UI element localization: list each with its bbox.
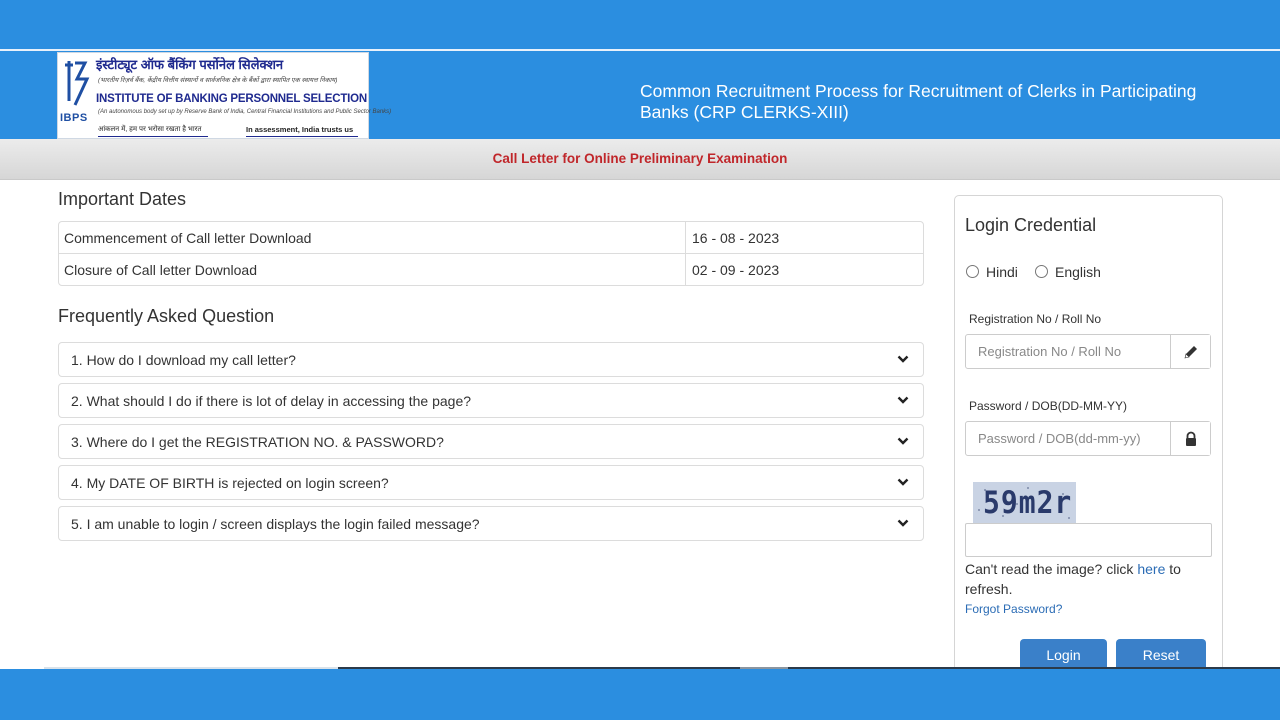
language-radio-hindi[interactable] (966, 265, 979, 278)
bottom-divider-highlight (44, 667, 338, 669)
date-label: Commencement of Call letter Download (64, 230, 312, 246)
refresh-prefix: Can't read the image? click (965, 561, 1138, 577)
captcha-text: 59m2r (983, 484, 1073, 521)
login-button[interactable]: Login (1020, 639, 1107, 671)
password-input[interactable] (966, 422, 1171, 455)
table-row (59, 253, 923, 285)
captcha-refresh-text (965, 559, 1205, 599)
registration-input-group (965, 334, 1211, 369)
ibps-logo (57, 52, 392, 139)
chevron-down-icon (897, 353, 909, 365)
registration-addon (1170, 335, 1210, 368)
date-value: 02 - 09 - 2023 (685, 254, 923, 285)
lock-icon (1183, 431, 1199, 447)
chevron-down-icon (897, 394, 909, 406)
forgot-password-link[interactable]: Forgot Password? (965, 602, 1063, 616)
chevron-down-icon (897, 435, 909, 447)
logo-rule-left (98, 136, 208, 137)
language-label-english: English (1055, 264, 1101, 280)
captcha-image (973, 482, 1076, 523)
logo-tagline-english: In assessment, India trusts us (246, 125, 354, 134)
faq-item-3[interactable] (58, 424, 924, 459)
date-label: Closure of Call letter Download (64, 262, 257, 278)
important-dates-title: Important Dates (58, 189, 187, 209)
chevron-down-icon (897, 517, 909, 529)
page-title: Common Recruitment Process for Recruitment of Clerks in Participating Banks (CRP CLERKS-XIII) (640, 81, 1197, 122)
faq-question: 3. Where do I get the REGISTRATION NO. & PASSWORD? (71, 434, 444, 450)
refresh-suffix: to refresh. (965, 561, 1181, 597)
ibps-emblem-icon (61, 57, 91, 137)
logo-abbr: IBPS (60, 112, 88, 124)
top-band (0, 0, 1280, 50)
table-row (59, 222, 923, 254)
logo-hindi-title: इंस्टीट्यूट ऑफ बैंकिंग पर्सोनेल सिलेक्शन (96, 57, 284, 72)
faq-item-5[interactable] (58, 506, 924, 541)
bottom-divider-marker (740, 667, 788, 669)
refresh-captcha-link[interactable]: here (1137, 561, 1166, 577)
password-label: Password / DOB(DD-MM-YY) (969, 399, 1128, 413)
pencil-icon (1183, 344, 1199, 360)
login-title: Login Credential (965, 215, 1097, 235)
language-radio-english[interactable] (1035, 265, 1048, 278)
logo-hindi-subtitle: (भारतीय रिज़र्व बैंक, केंद्रीय वित्तीय संस्थानों व सार्वजनिक क्षेत्र के बैंकों द्वारा स्थापित एक स्वायत्त निकाय) (98, 77, 338, 84)
logo-tagline-hindi: आंकलन में, हम पर भरोसा रखता है भारत (98, 126, 202, 133)
reset-button[interactable]: Reset (1116, 639, 1206, 671)
faq-question: 2. What should I do if there is lot of delay in accessing the page? (71, 393, 472, 409)
bottom-band (0, 669, 1280, 720)
important-dates-table (58, 221, 924, 286)
password-input-group (965, 421, 1211, 456)
faq-item-2[interactable] (58, 383, 924, 418)
language-label-hindi: Hindi (986, 264, 1018, 280)
logo-english-title: INSTITUTE OF BANKING PERSONNEL SELECTION (96, 93, 367, 105)
faq-item-4[interactable] (58, 465, 924, 500)
faq-question: 4. My DATE OF BIRTH is rejected on login screen? (71, 475, 389, 491)
captcha-input[interactable] (965, 523, 1212, 557)
date-value: 16 - 08 - 2023 (685, 222, 923, 254)
logo-rule-right (246, 136, 358, 137)
chevron-down-icon (897, 476, 909, 488)
password-addon (1170, 422, 1210, 455)
registration-label: Registration No / Roll No (969, 312, 1102, 326)
faq-title: Frequently Asked Question (58, 306, 275, 326)
faq-question: 1. How do I download my call letter? (71, 352, 296, 368)
faq-question: 5. I am unable to login / screen displays the login failed message? (71, 516, 480, 532)
faq-item-1[interactable] (58, 342, 924, 377)
logo-english-subtitle: (An autonomous body set up by Reserve Bank of India, Central Financial Institutions and Public Sector Banks) (98, 109, 392, 115)
registration-input[interactable] (966, 335, 1171, 368)
subtitle-text: Call Letter for Online Preliminary Examination (492, 151, 788, 166)
